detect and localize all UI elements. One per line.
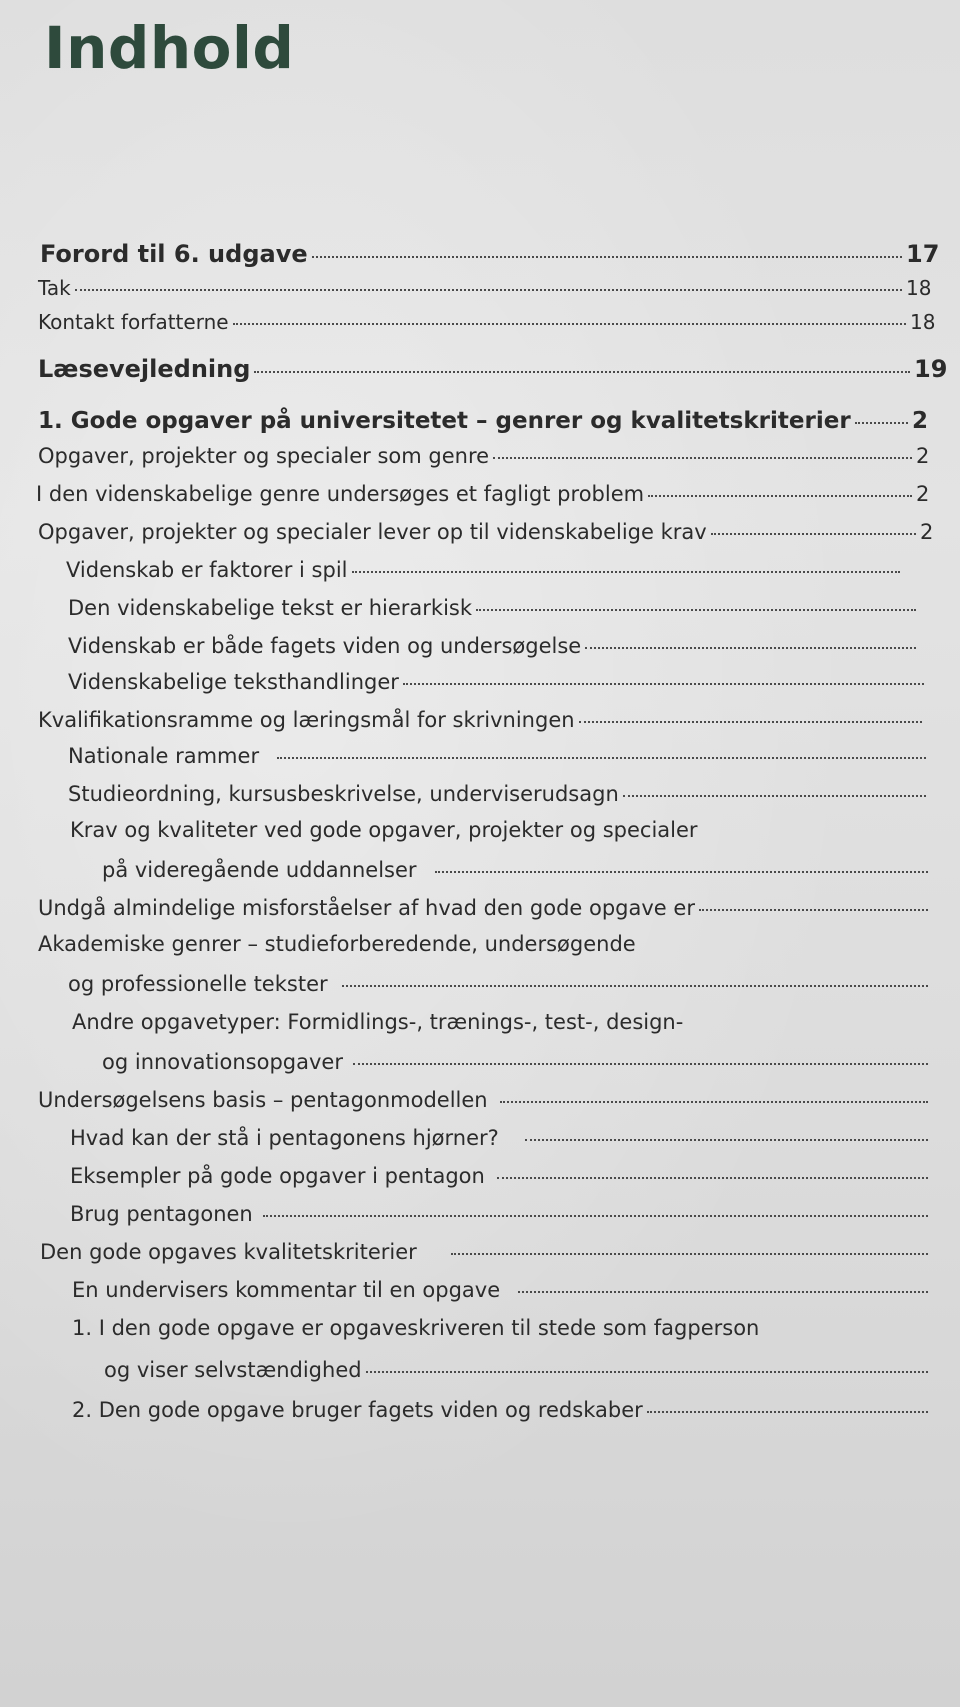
toc-entry-title: 2. Den gode opgave bruger fagets viden og redskaber <box>72 1398 643 1422</box>
toc-page-number: 18 <box>906 276 932 300</box>
toc-entry-title: En undervisers kommentar til en opgave <box>72 1278 501 1302</box>
toc-entry-title: Den videnskabelige tekst er hierarkisk <box>68 596 473 620</box>
dot-leader <box>585 647 916 649</box>
dot-leader <box>579 721 922 723</box>
toc-entry-title: Opgaver, projekter og specialer som genre <box>38 444 490 468</box>
toc-entry-title: Nationale rammer <box>68 744 260 768</box>
dot-leader <box>342 985 928 987</box>
toc-entry <box>68 782 930 806</box>
toc-entry <box>102 858 932 882</box>
dot-leader <box>623 795 926 797</box>
toc-entry <box>38 708 926 732</box>
toc-entry-title: Studieordning, kursusbeskrivelse, underviserudsagn <box>68 782 619 806</box>
toc-page-number: 18 <box>910 310 936 334</box>
toc-page-number: 19 <box>914 355 948 383</box>
toc-entry <box>68 670 928 694</box>
toc-entry <box>72 1278 932 1302</box>
toc-entry-title: Videnskab er faktorer i spil <box>66 558 348 582</box>
toc-entry <box>68 596 920 620</box>
dot-leader <box>233 323 906 325</box>
toc-entry-title: Undgå almindelige misforståelser af hvad den gode opgave er <box>38 896 695 920</box>
toc-entry <box>38 276 932 300</box>
dot-leader <box>451 1253 928 1255</box>
toc-entry-title: Krav og kvaliteter ved gode opgaver, projekter og specialer <box>70 818 698 842</box>
toc-entry-title: Videnskab er både fagets viden og undersøgelse <box>68 634 582 658</box>
toc-entry-title: Brug pentagonen <box>70 1202 253 1226</box>
dot-leader <box>497 1177 928 1179</box>
toc-entry-title: I den videnskabelige genre undersøges et fagligt problem <box>36 482 645 506</box>
toc-entry <box>68 744 930 768</box>
dot-leader <box>647 1411 928 1413</box>
toc-entry <box>38 520 934 544</box>
dot-leader <box>648 495 912 497</box>
toc-page-number: 2 <box>916 482 930 506</box>
page-title: Indhold <box>44 14 295 82</box>
toc-entry <box>102 1050 932 1074</box>
toc-entry-title: 1. I den gode opgave er opgaveskriveren til stede som fagperson <box>72 1316 760 1340</box>
dot-leader <box>75 289 902 291</box>
toc-entry-title: 1. Gode opgaver på universitetet – genrer og kvalitetskriterier <box>38 408 851 434</box>
toc-entry-title-continued: og innovationsopgaver <box>102 1050 343 1074</box>
toc-entry-title-continued: på videregående uddannelser <box>102 858 417 882</box>
toc-entry-title: Den gode opgaves kvalitetskriterier <box>40 1240 417 1264</box>
dot-leader <box>500 1101 928 1103</box>
toc-entry-title: Tak <box>38 276 71 300</box>
toc-entry-title: Undersøgelsens basis – pentagonmodellen <box>38 1088 488 1112</box>
dot-leader <box>366 1371 928 1373</box>
dot-leader <box>352 571 901 573</box>
toc-entry-title: Læsevejledning <box>38 355 251 383</box>
toc-entry <box>104 1358 932 1382</box>
toc-entry <box>68 634 920 658</box>
toc-entry <box>38 444 930 468</box>
toc-entry <box>38 408 929 434</box>
toc-entry-title: Eksempler på gode opgaver i pentagon <box>70 1164 485 1188</box>
dot-leader <box>435 871 928 873</box>
toc-entry-title: Forord til 6. udgave <box>40 240 308 268</box>
dot-leader <box>493 457 912 459</box>
toc-entry-title: Akademiske genrer – studieforberedende, undersøgende <box>38 932 636 956</box>
toc-entry-title: Videnskabelige teksthandlinger <box>68 670 399 694</box>
toc-page-number: 2 <box>920 520 934 544</box>
toc-entry <box>68 972 932 996</box>
toc-entry <box>72 1398 932 1422</box>
dot-leader <box>263 1215 928 1217</box>
toc-entry-title-continued: og viser selvstændighed <box>104 1358 362 1382</box>
toc-entry-title: Opgaver, projekter og specialer lever op til videnskabelige krav <box>38 520 707 544</box>
dot-leader <box>254 371 910 373</box>
dot-leader <box>403 683 924 685</box>
dot-leader <box>476 609 916 611</box>
dot-leader <box>312 256 902 258</box>
dot-leader <box>525 1139 928 1141</box>
toc-entry <box>40 240 940 268</box>
toc-entry <box>36 482 930 506</box>
toc-page-number: 17 <box>906 240 940 268</box>
dot-leader <box>855 422 908 424</box>
toc-entry <box>66 558 904 582</box>
toc-entry <box>38 310 936 334</box>
toc-page-number: 2 <box>912 408 929 434</box>
toc-entry <box>70 1126 932 1150</box>
toc-entry-title: Kvalifikationsramme og læringsmål for skrivningen <box>38 708 575 732</box>
toc-entry <box>38 1088 932 1112</box>
toc-page-number: 2 <box>916 444 930 468</box>
dot-leader <box>699 909 928 911</box>
toc-entry <box>70 1202 932 1226</box>
dot-leader <box>518 1291 928 1293</box>
toc-entry <box>40 1240 932 1264</box>
dot-leader <box>711 533 916 535</box>
toc-entry-title: Hvad kan der stå i pentagonens hjørner? <box>70 1126 499 1150</box>
dot-leader <box>277 757 926 759</box>
toc-entry-title: Kontakt forfatterne <box>38 310 229 334</box>
toc-entry-title-continued: og professionelle tekster <box>68 972 328 996</box>
toc-entry <box>38 355 948 383</box>
toc-entry <box>38 896 932 920</box>
toc-entry-title: Andre opgavetyper: Formidlings-, trænings-, test-, design- <box>72 1010 684 1034</box>
toc-entry <box>70 1164 932 1188</box>
dot-leader <box>353 1063 928 1065</box>
